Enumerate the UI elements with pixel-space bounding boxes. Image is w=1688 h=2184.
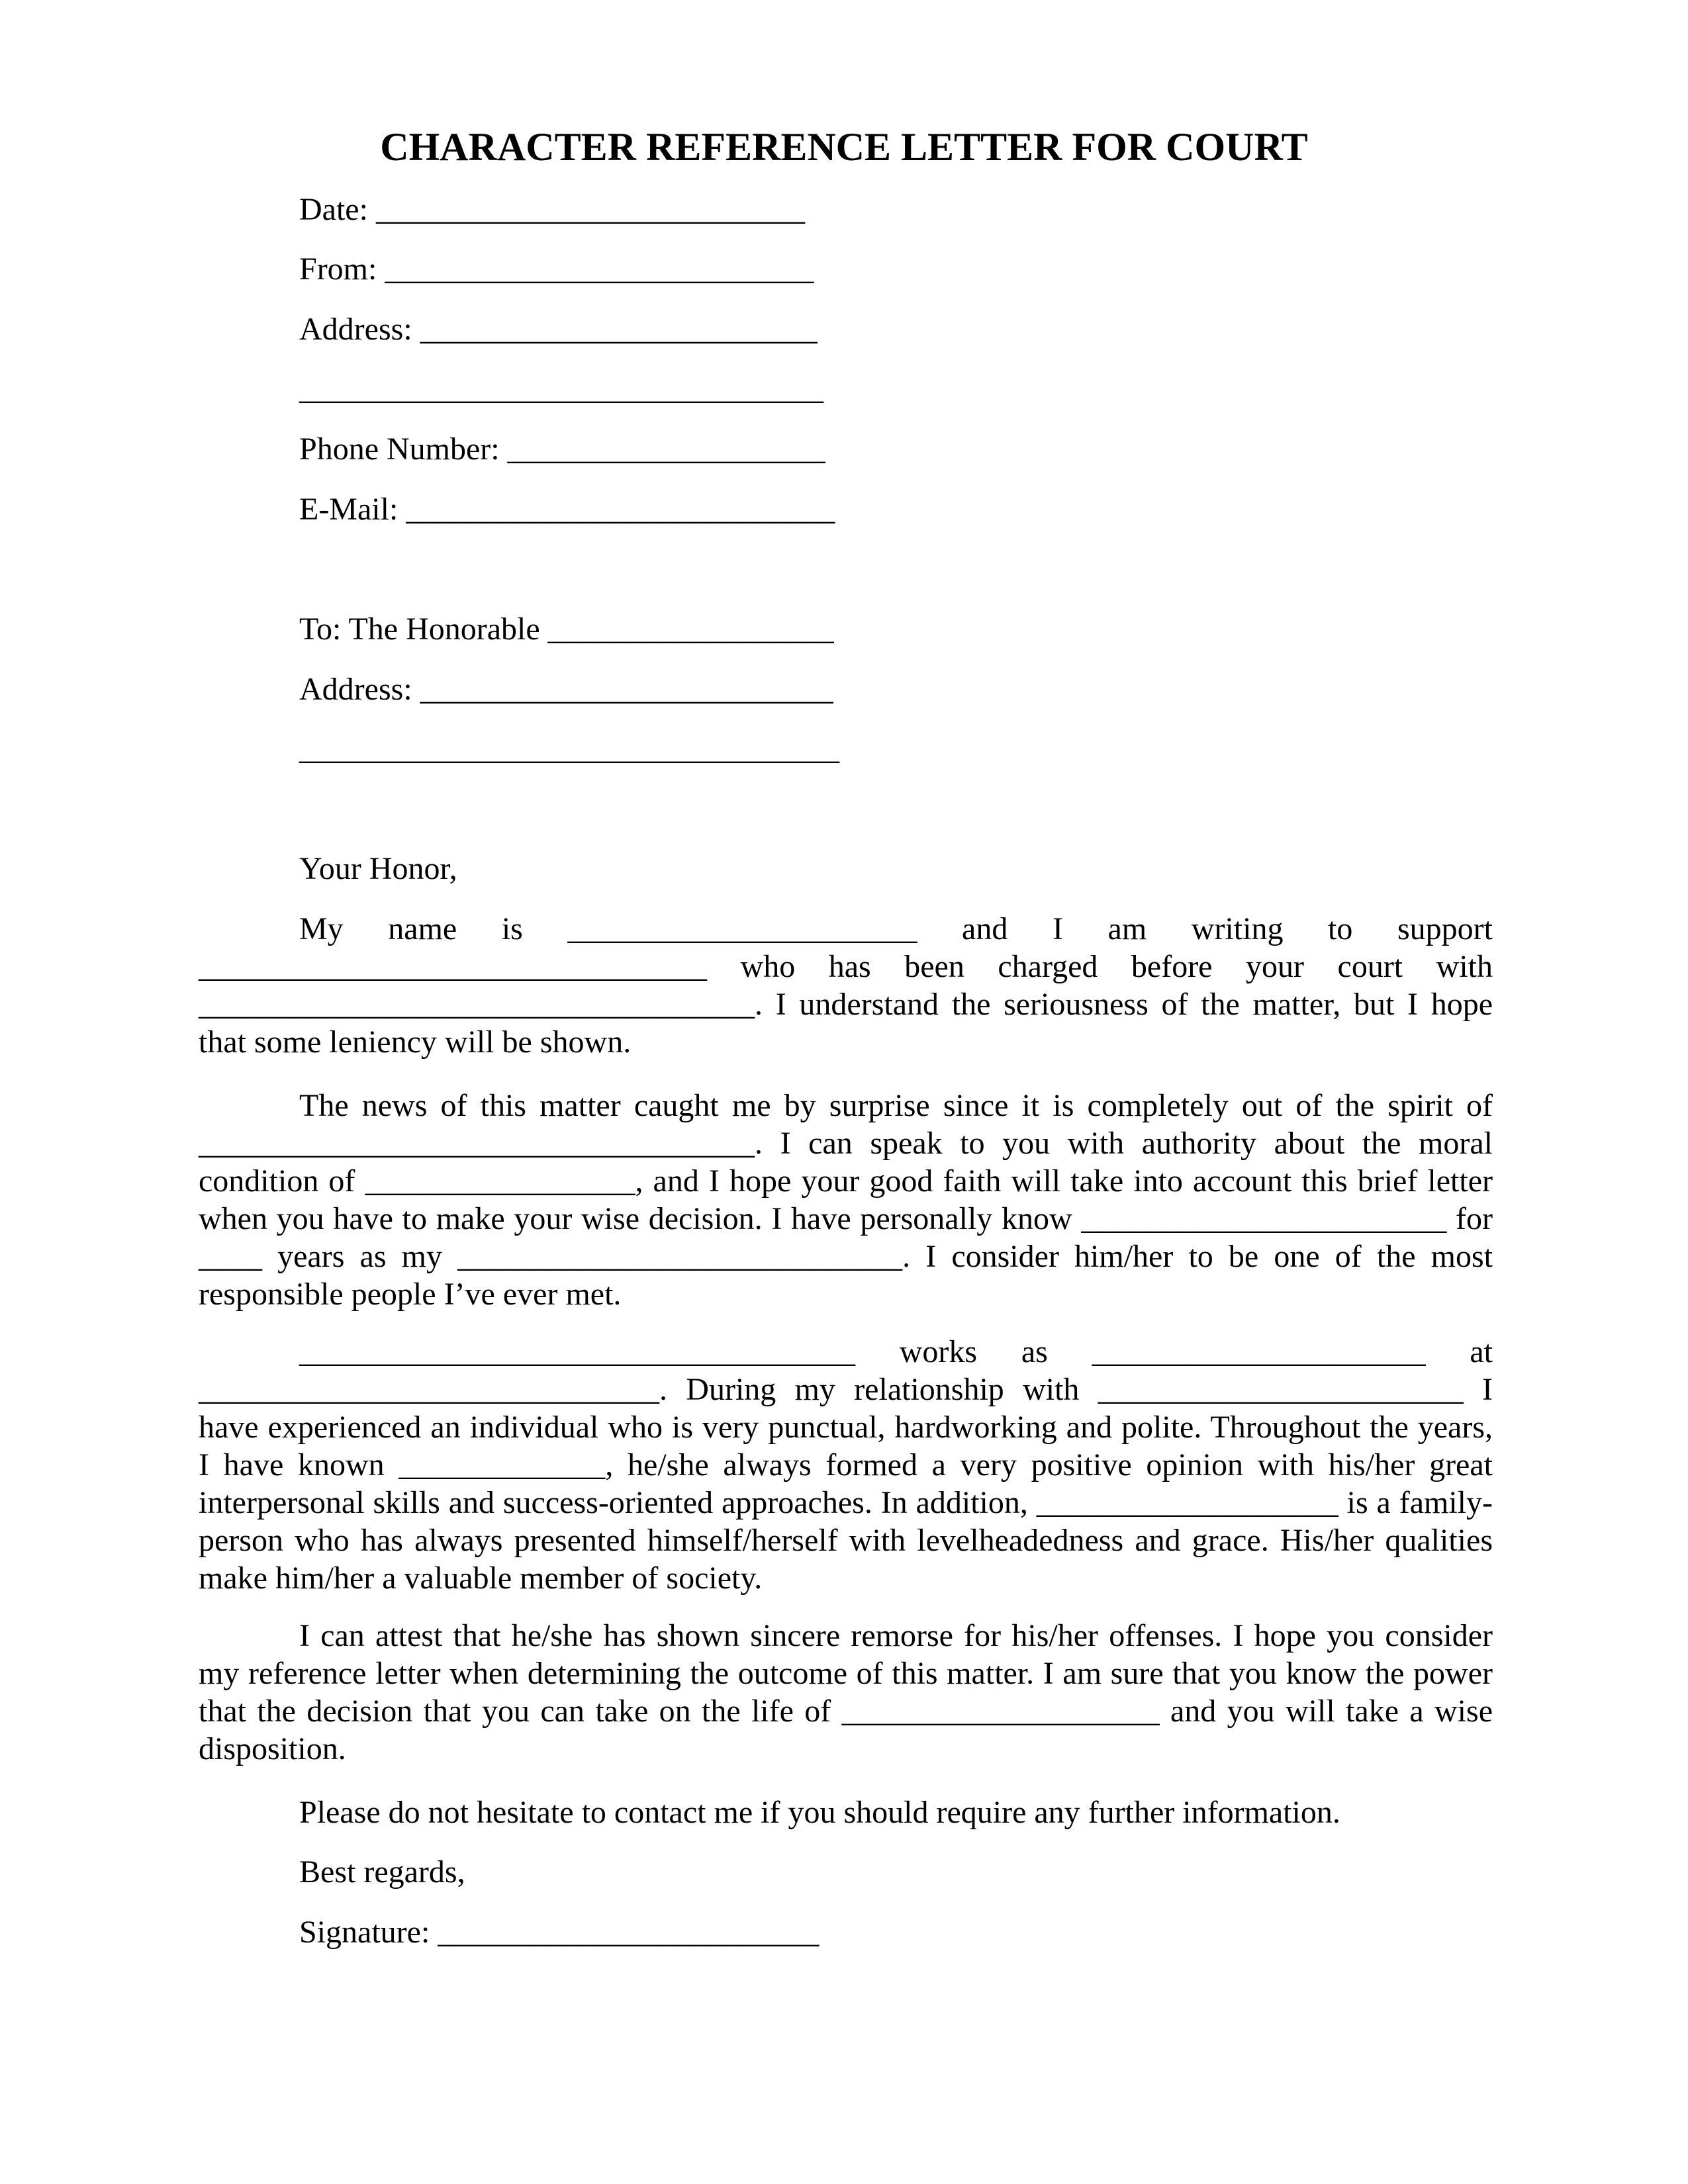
body-paragraph-2: The news of this matter caught me by surprise since it is completely out of the spirit of ___________________________________. I can speak to you with authority about the moral condition of _________________, and I hope your good faith will take into account this brief letter when you have to make your wise decision. I have personally know _______________________ for ____ years as my ____________________________. I consider him/her to be one of the most responsible people I’ve ever met. xyxy=(199,1088,1493,1312)
closing-request: Please do not hesitate to contact me if you should require any further information. xyxy=(299,1795,1340,1830)
sender-address-line2: _________________________________ xyxy=(299,371,823,406)
page-title: CHARACTER REFERENCE LETTER FOR COURT xyxy=(380,125,1308,169)
closing: Best regards, xyxy=(299,1854,465,1889)
date-field: Date: ___________________________ xyxy=(299,192,805,227)
from-field: From: ___________________________ xyxy=(299,251,814,287)
body-paragraph-4: I can attest that he/she has shown sincere remorse for his/her offenses. I hope you consider my reference letter when determining the outcome of this matter. I am sure that you know the power that the decision that you can take on the life of ____________________ and you will take a wise disposition. xyxy=(199,1618,1493,1766)
email-field: E-Mail: ___________________________ xyxy=(299,492,835,527)
salutation: Your Honor, xyxy=(299,851,457,886)
recipient-address-field: Address: __________________________ xyxy=(299,672,833,707)
phone-field: Phone Number: ____________________ xyxy=(299,432,825,467)
body-paragraph-1: My name is ______________________ and I am writing to support ________________________________ who has been charged before your court with ___________________________________. I understand the seriousness of the matter, but I hope that some leniency will be shown. xyxy=(199,911,1493,1060)
sender-address-field: Address: _________________________ xyxy=(299,312,818,347)
recipient-address-line2: __________________________________ xyxy=(299,731,839,766)
signature-field: Signature: ________________________ xyxy=(299,1915,820,1950)
recipient-to-field: To: The Honorable __________________ xyxy=(299,612,834,647)
body-paragraph-3: ___________________________________ works as _____________________ at _____________________________. During my relationship with _______________________ I have experienced an individual who is very punctual, hardworking and polite. Throughout the years, I have known _____________, he/she always formed a very positive opinion with his/her great interpersonal skills and success-oriented approaches. In addition, ___________________ is a family-person who has always presented himself/herself with levelheadedness and grace. His/her qualities make him/her a valuable member of society. xyxy=(199,1334,1493,1596)
